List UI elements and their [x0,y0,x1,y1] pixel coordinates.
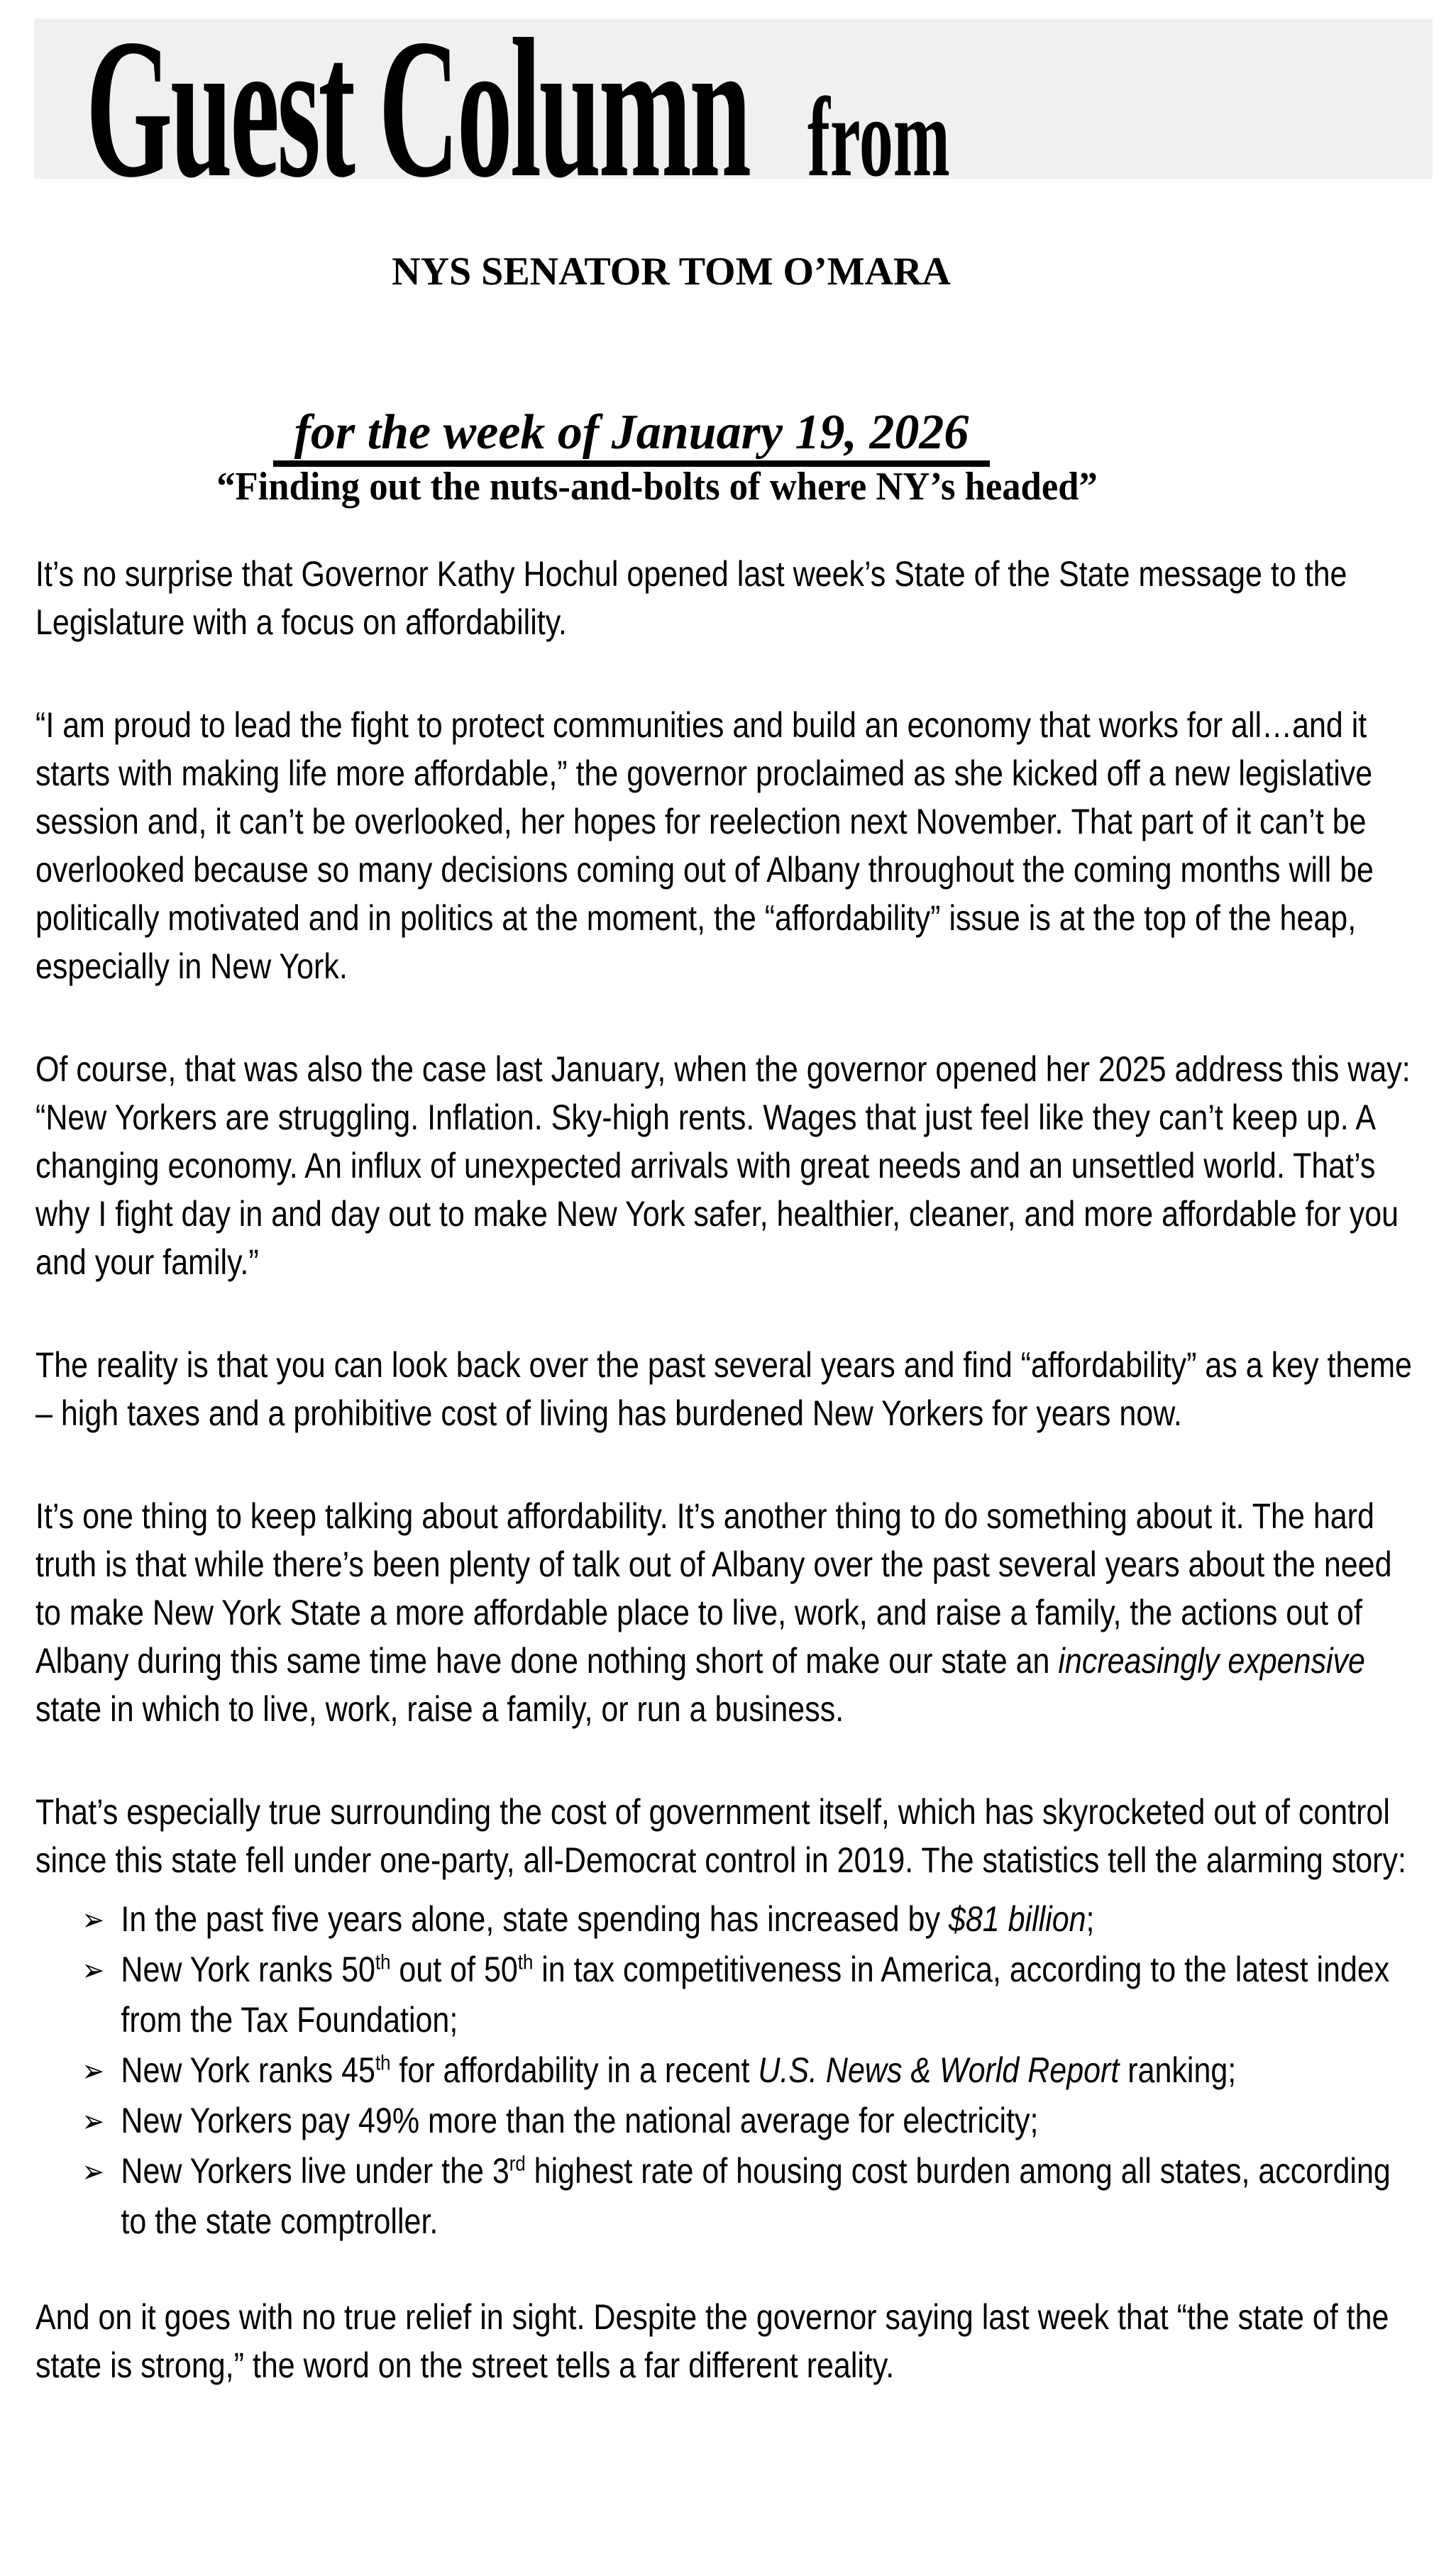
paragraph [35,701,1415,990]
text-run: ranking; [1119,2050,1237,2090]
text-run: highest rate of housing cost burden among all states, according to the state comptroller. [121,2151,1391,2241]
column-headline: “Finding out the nuts-and-bolts of where NY’s headed” [216,465,1098,509]
list-item [35,2146,1415,2247]
paragraph [35,1341,1415,1437]
list-item-text [121,1950,1389,2040]
masthead-banner [34,0,1433,219]
text-run: It’s one thing to keep talking about affordability. It’s another thing to do something about it. The hard truth is that while there’s been plenty of talk out of Albany over the past several years about the need to make New York State a more affordable place to live, work, and raise a family, the actions out of Albany during this same time have done nothing short of make our state an [35,1496,1392,1681]
paragraph [35,1492,1415,1733]
list-item [35,1945,1415,2045]
superscript-text: th [517,1950,534,1974]
bullet-arrow-icon: ➢ [82,2154,105,2190]
closing-paragraph [35,2293,1415,2389]
statistics-list [35,1894,1415,2247]
italic-text: $81 billion [948,1899,1086,1939]
text-run: In the past five years alone, state spending has increased by [121,1899,949,1939]
list-item-text [121,2151,1390,2241]
text-run: Of course, that was also the case last January, when the governor opened her 2025 address this way: “New Yorkers are struggling. Inflation. Sky-high rents. Wages that just feel like they can’t keep up. A changing economy. An influx of unexpected arrivals with great needs and an unsettled world. That’s why I fight day in and day out to make New York safer, healthier, cleaner, and more affordable for you and your family.” [35,1049,1411,1282]
italic-text: U.S. News & World Report [758,2050,1120,2090]
list-item-text [121,2050,1236,2090]
text-run: New Yorkers live under the 3 [121,2151,509,2191]
text-run: state in which to live, work, raise a family, or run a business. [35,1689,844,1729]
article-body [35,550,1415,2389]
italic-text: increasingly expensive [1058,1641,1365,1681]
text-run: “I am proud to lead the fight to protect communities and build an economy that works for all…and it starts with making life more affordable,” the governor proclaimed as she kicked off a new legislative session and, it can’t be overlooked, her hopes for reelection next November. That part of it can’t be overlooked because so many decisions coming out of Albany throughout the coming months will be politically motivated and in politics at the moment, the “affordability” issue is at the top of the heap, especially in New York. [35,705,1374,986]
text-run: out of 50 [390,1950,518,1989]
bullet-arrow-icon: ➢ [82,1902,105,1938]
text-run: That’s especially true surrounding the cost of government itself, which has skyrocketed out of control since this state fell under one-party, all-Democrat control in 2019. The statistics tell the alarming story: [35,1792,1406,1880]
superscript-text: th [375,1950,391,1974]
text-run: in tax competitiveness in America, according to the latest index from the Tax Foundation; [121,1950,1390,2040]
bullet-arrow-icon: ➢ [82,2053,105,2089]
text-run: New York ranks 50 [121,1950,375,1989]
text-run: And on it goes with no true relief in sight. Despite the governor saying last week that “the state of the state is strong,” the word on the street tells a far different reality. [35,2297,1389,2385]
bullet-arrow-icon: ➢ [82,2104,105,2140]
list-item-text [121,1899,1094,1939]
paragraph [35,1788,1415,1884]
text-run: The reality is that you can look back over the past several years and find “affordability” as a key theme – high taxes and a prohibitive cost of living has burdened New Yorkers for years now. [35,1345,1412,1433]
text-run: It’s no surprise that Governor Kathy Hochul opened last week’s State of the State message to the Legislature with a focus on affordability. [35,554,1347,642]
guest-column-masthead: Guest Column [86,0,749,219]
list-item-text [121,2101,1038,2140]
column-date-title [0,405,1263,467]
superscript-text: th [375,2051,391,2075]
list-item [35,1894,1415,1945]
bullet-arrow-icon: ➢ [82,1952,105,1989]
column-date-text: for the week of January 19, 2026 [273,408,991,467]
superscript-text: rd [509,2152,526,2176]
list-item [35,2045,1415,2096]
paragraph-group [35,550,1415,1884]
paragraph [35,550,1415,646]
senator-byline: NYS SENATOR TOM O’MARA [392,250,951,294]
list-item [35,2096,1415,2146]
text-run: ; [1086,1899,1095,1939]
text-run: for affordability in a recent [390,2050,759,2090]
masthead-from-label: from [807,74,950,200]
text-run: New York ranks 45 [121,2050,375,2090]
paragraph [35,1045,1415,1286]
text-run: New Yorkers pay 49% more than the national average for electricity; [121,2101,1039,2140]
